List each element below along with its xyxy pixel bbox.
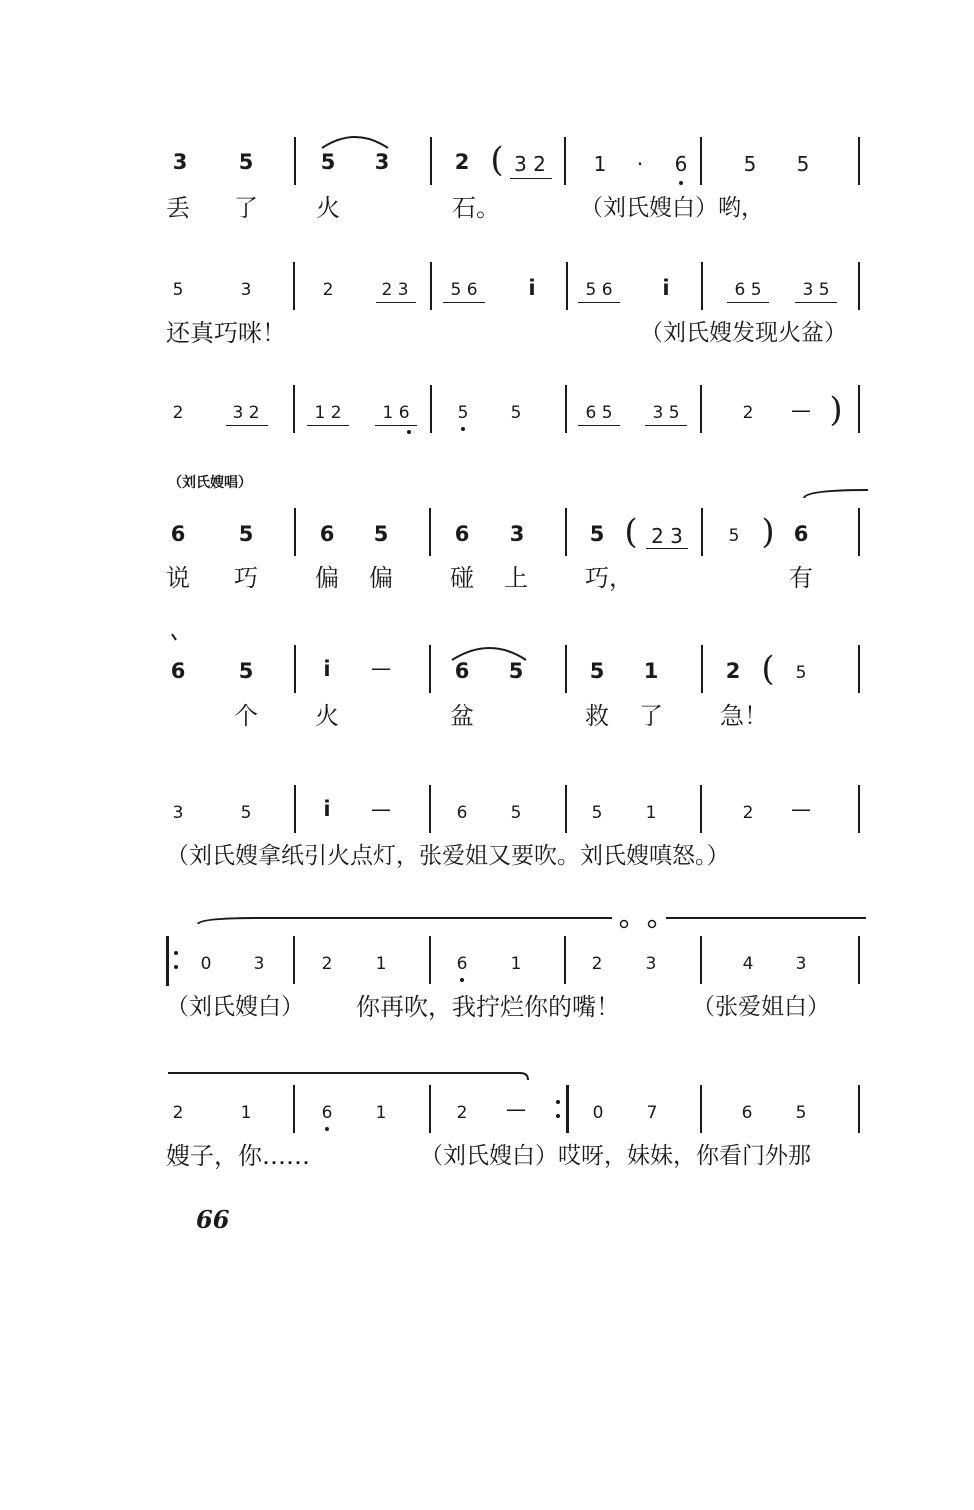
stage-direction: （张爱姐白） (692, 994, 830, 1020)
lyric: 石。 (452, 194, 500, 222)
note: 5 (589, 522, 605, 546)
lyric: 巧 (234, 564, 258, 592)
lyric: 上 (504, 564, 528, 592)
dash: — (791, 398, 811, 422)
fermata-dot (649, 921, 656, 928)
note: 3 (645, 954, 657, 974)
note: 6 (319, 522, 335, 546)
dash: — (506, 1097, 526, 1121)
note: 5 (457, 403, 469, 423)
lyric: 丢 (166, 194, 190, 222)
note: 3 (240, 280, 252, 300)
note: 5 (743, 152, 757, 176)
note: 0 (592, 1103, 604, 1123)
note: 5 (320, 150, 336, 174)
fermata-dot (621, 921, 628, 928)
note: 6 (741, 1103, 753, 1123)
note: 3 5 (802, 280, 830, 300)
note: 3 (509, 522, 525, 546)
note: 3 5 (652, 403, 680, 423)
note: 6 (321, 1103, 333, 1123)
open-paren: ( (624, 512, 638, 552)
note: 5 (373, 522, 389, 546)
note: 5 (589, 659, 605, 683)
note: 6 (170, 522, 186, 546)
note: 0 (200, 954, 212, 974)
stage-label: （刘氏嫂唱） (168, 475, 252, 491)
dash: — (791, 797, 811, 821)
lyric: 个 (234, 702, 258, 730)
lyric: 碰 (450, 564, 474, 592)
note: 2 (742, 403, 754, 423)
note: 5 (238, 522, 254, 546)
stage-direction: （刘氏嫂白） (166, 994, 304, 1020)
lyric: 巧， (585, 564, 633, 592)
note: 3 (374, 150, 390, 174)
note: 5 (795, 1103, 807, 1123)
note: 1 (510, 954, 522, 974)
close-paren: ) (829, 390, 843, 430)
note: 5 (510, 403, 522, 423)
note: 2 (725, 659, 741, 683)
lyric: 火 (315, 702, 339, 730)
lyric: 救 (585, 702, 609, 730)
note: 1 6 (382, 403, 410, 423)
phrase-line (168, 1073, 528, 1080)
note: 3 (172, 803, 184, 823)
lyric: 说 (166, 564, 190, 592)
note: 1 (375, 954, 387, 974)
note: 1 (593, 152, 607, 176)
note: 5 (796, 152, 810, 176)
lyric: 盆 (450, 702, 474, 730)
note-high: i (323, 797, 331, 821)
note: 6 (454, 659, 470, 683)
note: 5 (510, 803, 522, 823)
phrase-line (172, 634, 176, 640)
stage-direction: （刘氏嫂白）哎呀，妹妹，你看门外那 (420, 1143, 811, 1169)
note: 2 (172, 403, 184, 423)
note: 5 (591, 803, 603, 823)
dash: — (371, 656, 391, 680)
lyric: 你再吹，我拧烂你的嘴！ (356, 993, 620, 1021)
note: 2 3 (651, 524, 683, 548)
note: 6 (456, 803, 468, 823)
note: 1 (240, 1103, 252, 1123)
lyric: 了 (234, 194, 258, 222)
note: 6 5 (734, 280, 762, 300)
note-high: i (323, 657, 331, 681)
note: 5 (240, 803, 252, 823)
stage-direction: （刘氏嫂发现火盆） (640, 320, 847, 346)
note: 5 (728, 526, 740, 546)
note: 6 (674, 152, 688, 176)
phrase-line (198, 918, 612, 924)
note: 1 (645, 803, 657, 823)
note: 6 (456, 954, 468, 974)
note: 2 (321, 954, 333, 974)
note: 5 (172, 280, 184, 300)
note: 5 (795, 663, 807, 683)
lyric: 偏 (315, 564, 339, 592)
note: 2 (454, 150, 470, 174)
lyric: 有 (789, 564, 813, 592)
note-high: i (528, 276, 536, 300)
note: 2 (591, 954, 603, 974)
note: 2 (456, 1103, 468, 1123)
note: 4 (742, 954, 754, 974)
slur (452, 648, 526, 660)
note: 5 (238, 150, 254, 174)
open-paren: ( (761, 649, 775, 689)
lyric: 了 (639, 702, 663, 730)
stage-direction: （刘氏嫂白）哟， (580, 195, 764, 221)
phrase-line (804, 490, 868, 498)
note: 5 (508, 659, 524, 683)
note: 2 3 (381, 280, 409, 300)
lyric: 火 (316, 194, 340, 222)
note: 6 (170, 659, 186, 683)
note: 3 (795, 954, 807, 974)
note-high: i (662, 276, 670, 300)
slur (322, 137, 388, 148)
close-paren: ) (761, 512, 775, 552)
open-paren: ( (490, 140, 504, 180)
note: 3 (172, 150, 188, 174)
note: 3 (253, 954, 265, 974)
dash: — (371, 797, 391, 821)
lyric: 还真巧咪！ (166, 319, 286, 347)
note: 5 6 (585, 280, 613, 300)
lyric: 偏 (369, 564, 393, 592)
dot-extension: · (636, 152, 644, 176)
note: 3 2 (232, 403, 260, 423)
note: 6 5 (585, 403, 613, 423)
lyric: 嫂子，你…… (166, 1142, 310, 1170)
note: 5 6 (450, 280, 478, 300)
note: 2 (742, 803, 754, 823)
note: 7 (646, 1103, 658, 1123)
note: 1 (375, 1103, 387, 1123)
note: 6 (793, 522, 809, 546)
note: 1 (643, 659, 659, 683)
note: 3 2 (514, 152, 546, 176)
stage-direction: （刘氏嫂拿纸引火点灯，张爱姐又要吹。刘氏嫂嗔怒。） (166, 843, 730, 869)
lyric: 急！ (720, 702, 768, 730)
note: 2 (322, 280, 334, 300)
note: 5 (238, 659, 254, 683)
note: 2 (172, 1103, 184, 1123)
page-number: 66 (196, 1205, 230, 1234)
note: 6 (454, 522, 470, 546)
note: 1 2 (314, 403, 342, 423)
